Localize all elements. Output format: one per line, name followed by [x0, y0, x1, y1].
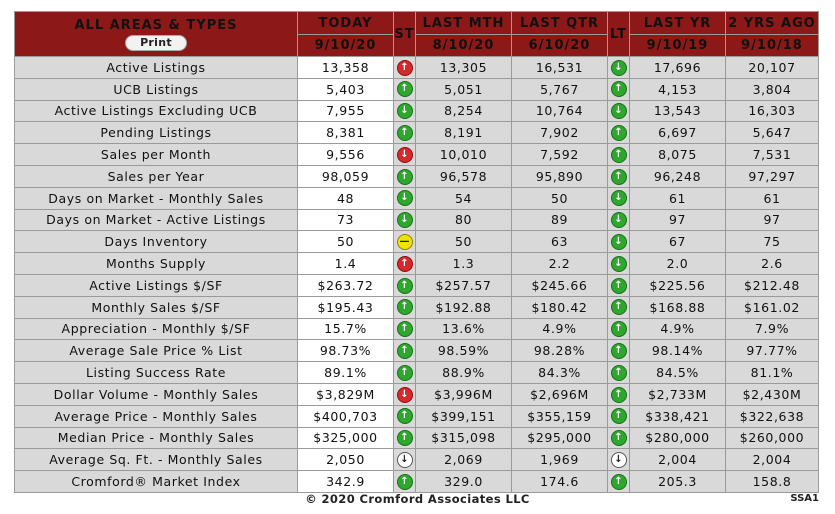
value-today: 73	[298, 209, 394, 231]
table-row	[15, 340, 819, 362]
value-last-qtr: $2,696M	[512, 383, 608, 405]
table-row	[15, 209, 819, 231]
value-last-yr: 2,004	[630, 449, 726, 471]
metric-label: Monthly Sales $/SF	[15, 296, 298, 318]
metric-label: Active Listings Excluding UCB	[15, 100, 298, 122]
date-last-qtr: 6/10/20	[512, 35, 608, 57]
long-term-trend	[608, 427, 630, 449]
metric-label: Average Sq. Ft. - Monthly Sales	[15, 449, 298, 471]
arrow-up-green-icon: ↑	[611, 81, 627, 97]
value-today: 50	[298, 231, 394, 253]
arrow-up-green-icon: ↑	[611, 343, 627, 359]
table-row	[15, 78, 819, 100]
value-2yrs: 97,297	[726, 165, 819, 187]
value-last-mth: 88.9%	[416, 362, 512, 384]
arrow-up-green-icon: ↑	[611, 169, 627, 185]
date-2yrs: 9/10/18	[726, 35, 819, 57]
short-term-trend	[394, 122, 416, 144]
value-today: 2,050	[298, 449, 394, 471]
value-last-yr: 67	[630, 231, 726, 253]
long-term-trend	[608, 100, 630, 122]
arrow-up-green-icon: ↑	[611, 430, 627, 446]
value-last-qtr: 1,969	[512, 449, 608, 471]
table-row	[15, 100, 819, 122]
short-term-trend	[394, 383, 416, 405]
arrow-up-green-icon: ↑	[611, 474, 627, 490]
value-last-mth: 98.59%	[416, 340, 512, 362]
value-last-qtr: 84.3%	[512, 362, 608, 384]
arrow-up-green-icon: ↑	[397, 169, 413, 185]
value-2yrs: 7.9%	[726, 318, 819, 340]
print-button[interactable]: Print	[125, 35, 187, 51]
value-today: 89.1%	[298, 362, 394, 384]
arrow-up-green-icon: ↑	[611, 321, 627, 337]
short-term-trend	[394, 100, 416, 122]
value-last-mth: 96,578	[416, 165, 512, 187]
value-today: 7,955	[298, 100, 394, 122]
value-today: 8,381	[298, 122, 394, 144]
value-today: 5,403	[298, 78, 394, 100]
long-term-trend	[608, 57, 630, 79]
metric-label: Days on Market - Monthly Sales	[15, 187, 298, 209]
value-last-qtr: 7,592	[512, 144, 608, 166]
long-term-trend	[608, 78, 630, 100]
arrow-down-red-icon: ↓	[397, 147, 413, 163]
value-last-yr: $168.88	[630, 296, 726, 318]
value-2yrs: $2,430M	[726, 383, 819, 405]
table-row	[15, 144, 819, 166]
value-today: $195.43	[298, 296, 394, 318]
value-2yrs: 97	[726, 209, 819, 231]
value-today: $400,703	[298, 405, 394, 427]
arrow-down-green-icon: ↓	[397, 103, 413, 119]
col-last-yr: LAST YR	[630, 12, 726, 35]
col-last-qtr: LAST QTR	[512, 12, 608, 35]
arrow-down-green-icon: ↓	[611, 234, 627, 250]
long-term-trend	[608, 253, 630, 275]
metric-label: Appreciation - Monthly $/SF	[15, 318, 298, 340]
arrow-up-green-icon: ↑	[397, 81, 413, 97]
table-row	[15, 165, 819, 187]
value-last-yr: 97	[630, 209, 726, 231]
report-code: SSA1	[790, 493, 819, 504]
value-2yrs: $161.02	[726, 296, 819, 318]
value-today: 13,358	[298, 57, 394, 79]
arrow-up-green-icon: ↑	[397, 365, 413, 381]
value-last-qtr: 2.2	[512, 253, 608, 275]
short-term-trend	[394, 253, 416, 275]
value-last-yr: 13,543	[630, 100, 726, 122]
value-last-qtr: 16,531	[512, 57, 608, 79]
table-row	[15, 187, 819, 209]
value-today: 98,059	[298, 165, 394, 187]
arrow-up-green-icon: ↑	[397, 408, 413, 424]
metric-label: Cromford® Market Index	[15, 471, 298, 493]
arrow-down-green-icon: ↓	[611, 190, 627, 206]
metric-label: Days Inventory	[15, 231, 298, 253]
value-last-qtr: 63	[512, 231, 608, 253]
short-term-trend	[394, 318, 416, 340]
table-row	[15, 122, 819, 144]
value-2yrs: 5,647	[726, 122, 819, 144]
table-row	[15, 362, 819, 384]
value-last-mth: 1.3	[416, 253, 512, 275]
table-row	[15, 274, 819, 296]
arrow-down-white-icon: ↓	[397, 452, 413, 468]
value-2yrs: 158.8	[726, 471, 819, 493]
value-last-mth: 8,254	[416, 100, 512, 122]
value-last-mth: 10,010	[416, 144, 512, 166]
value-2yrs: $212.48	[726, 274, 819, 296]
value-today: 48	[298, 187, 394, 209]
arrow-up-green-icon: ↑	[611, 365, 627, 381]
short-term-trend	[394, 144, 416, 166]
arrow-up-green-icon: ↑	[611, 147, 627, 163]
table-row	[15, 296, 819, 318]
flat-yellow-icon: —	[397, 234, 413, 250]
short-term-trend	[394, 471, 416, 493]
value-last-yr: 4.9%	[630, 318, 726, 340]
long-term-trend	[608, 405, 630, 427]
area-title: ALL AREAS & TYPES	[74, 17, 238, 33]
date-last-mth: 8/10/20	[416, 35, 512, 57]
value-last-qtr: 95,890	[512, 165, 608, 187]
value-last-yr: $2,733M	[630, 383, 726, 405]
value-last-mth: $192.88	[416, 296, 512, 318]
value-today: 342.9	[298, 471, 394, 493]
value-2yrs: $322,638	[726, 405, 819, 427]
metric-label: Days on Market - Active Listings	[15, 209, 298, 231]
long-term-trend	[608, 122, 630, 144]
value-last-mth: 13.6%	[416, 318, 512, 340]
value-last-qtr: 89	[512, 209, 608, 231]
metric-label: UCB Listings	[15, 78, 298, 100]
value-last-qtr: 98.28%	[512, 340, 608, 362]
value-last-mth: $399,151	[416, 405, 512, 427]
value-last-qtr: 50	[512, 187, 608, 209]
metric-label: Listing Success Rate	[15, 362, 298, 384]
value-last-yr: 84.5%	[630, 362, 726, 384]
value-last-mth: 54	[416, 187, 512, 209]
table-row	[15, 427, 819, 449]
value-last-qtr: $245.66	[512, 274, 608, 296]
short-term-trend	[394, 209, 416, 231]
value-last-yr: 17,696	[630, 57, 726, 79]
metric-label: Sales per Year	[15, 165, 298, 187]
short-term-trend	[394, 427, 416, 449]
value-last-qtr: 7,902	[512, 122, 608, 144]
short-term-trend	[394, 449, 416, 471]
arrow-up-red-icon: ↑	[397, 60, 413, 76]
value-2yrs: 20,107	[726, 57, 819, 79]
area-header	[15, 12, 298, 57]
arrow-down-green-icon: ↓	[611, 60, 627, 76]
value-last-mth: 2,069	[416, 449, 512, 471]
value-2yrs: 97.77%	[726, 340, 819, 362]
arrow-down-green-icon: ↓	[611, 103, 627, 119]
long-term-trend	[608, 231, 630, 253]
date-last-yr: 9/10/19	[630, 35, 726, 57]
short-term-trend	[394, 296, 416, 318]
long-term-trend	[608, 187, 630, 209]
long-term-trend	[608, 340, 630, 362]
value-last-mth: 13,305	[416, 57, 512, 79]
arrow-up-green-icon: ↑	[397, 343, 413, 359]
value-2yrs: 2,004	[726, 449, 819, 471]
short-term-trend	[394, 362, 416, 384]
arrow-up-red-icon: ↑	[397, 256, 413, 272]
long-term-trend	[608, 144, 630, 166]
long-term-trend	[608, 296, 630, 318]
value-last-yr: 4,153	[630, 78, 726, 100]
value-last-yr: 205.3	[630, 471, 726, 493]
value-last-mth: 8,191	[416, 122, 512, 144]
short-term-trend	[394, 165, 416, 187]
metric-label: Active Listings	[15, 57, 298, 79]
arrow-down-white-icon: ↓	[611, 452, 627, 468]
col-st: ST	[394, 12, 416, 57]
value-today: 15.7%	[298, 318, 394, 340]
long-term-trend	[608, 318, 630, 340]
value-last-qtr: 174.6	[512, 471, 608, 493]
long-term-trend	[608, 471, 630, 493]
long-term-trend	[608, 449, 630, 471]
arrow-down-red-icon: ↓	[397, 387, 413, 403]
value-last-yr: 2.0	[630, 253, 726, 275]
short-term-trend	[394, 405, 416, 427]
short-term-trend	[394, 274, 416, 296]
metric-label: Pending Listings	[15, 122, 298, 144]
arrow-up-green-icon: ↑	[611, 408, 627, 424]
arrow-up-green-icon: ↑	[397, 125, 413, 141]
value-today: $325,000	[298, 427, 394, 449]
short-term-trend	[394, 57, 416, 79]
date-today: 9/10/20	[298, 35, 394, 57]
long-term-trend	[608, 209, 630, 231]
table-row	[15, 405, 819, 427]
arrow-down-green-icon: ↓	[611, 256, 627, 272]
col-2yrs: 2 YRS AGO	[726, 12, 819, 35]
value-last-qtr: 4.9%	[512, 318, 608, 340]
value-last-qtr: $355,159	[512, 405, 608, 427]
value-today: $263.72	[298, 274, 394, 296]
long-term-trend	[608, 383, 630, 405]
value-last-yr: 61	[630, 187, 726, 209]
table-row	[15, 449, 819, 471]
value-last-mth: 80	[416, 209, 512, 231]
metric-label: Sales per Month	[15, 144, 298, 166]
value-last-qtr: $180.42	[512, 296, 608, 318]
value-last-qtr: 5,767	[512, 78, 608, 100]
arrow-up-green-icon: ↑	[397, 430, 413, 446]
value-last-yr: 98.14%	[630, 340, 726, 362]
metric-label: Dollar Volume - Monthly Sales	[15, 383, 298, 405]
arrow-up-green-icon: ↑	[611, 299, 627, 315]
value-last-yr: 6,697	[630, 122, 726, 144]
arrow-up-green-icon: ↑	[397, 278, 413, 294]
col-lt: LT	[608, 12, 630, 57]
col-today: TODAY	[298, 12, 394, 35]
table-row	[15, 383, 819, 405]
value-last-qtr: 10,764	[512, 100, 608, 122]
value-last-yr: $225.56	[630, 274, 726, 296]
arrow-down-green-icon: ↓	[611, 212, 627, 228]
value-last-yr: 96,248	[630, 165, 726, 187]
stats-body	[15, 57, 819, 493]
arrow-down-green-icon: ↓	[397, 212, 413, 228]
metric-label: Months Supply	[15, 253, 298, 275]
value-2yrs: 7,531	[726, 144, 819, 166]
arrow-down-green-icon: ↓	[397, 190, 413, 206]
long-term-trend	[608, 274, 630, 296]
long-term-trend	[608, 362, 630, 384]
value-2yrs: 16,303	[726, 100, 819, 122]
value-today: 98.73%	[298, 340, 394, 362]
table-row	[15, 57, 819, 79]
value-last-mth: 50	[416, 231, 512, 253]
metric-label: Average Sale Price % List	[15, 340, 298, 362]
value-last-mth: $3,996M	[416, 383, 512, 405]
value-last-mth: 5,051	[416, 78, 512, 100]
arrow-up-green-icon: ↑	[611, 125, 627, 141]
value-last-mth: $257.57	[416, 274, 512, 296]
arrow-up-green-icon: ↑	[397, 299, 413, 315]
copyright: © 2020 Cromford Associates LLC	[305, 492, 530, 506]
metric-label: Median Price - Monthly Sales	[15, 427, 298, 449]
table-row	[15, 318, 819, 340]
arrow-up-green-icon: ↑	[611, 278, 627, 294]
table-row	[15, 231, 819, 253]
short-term-trend	[394, 78, 416, 100]
value-today: 1.4	[298, 253, 394, 275]
value-last-mth: 329.0	[416, 471, 512, 493]
value-last-yr: $338,421	[630, 405, 726, 427]
long-term-trend	[608, 165, 630, 187]
value-last-qtr: $295,000	[512, 427, 608, 449]
col-last-mth: LAST MTH	[416, 12, 512, 35]
arrow-up-green-icon: ↑	[397, 321, 413, 337]
table-row	[15, 471, 819, 493]
value-2yrs: 61	[726, 187, 819, 209]
value-2yrs: 2.6	[726, 253, 819, 275]
market-stats-table	[14, 11, 819, 493]
value-today: $3,829M	[298, 383, 394, 405]
arrow-up-green-icon: ↑	[397, 474, 413, 490]
value-2yrs: 3,804	[726, 78, 819, 100]
arrow-up-green-icon: ↑	[611, 387, 627, 403]
value-last-yr: $280,000	[630, 427, 726, 449]
short-term-trend	[394, 340, 416, 362]
metric-label: Active Listings $/SF	[15, 274, 298, 296]
short-term-trend	[394, 187, 416, 209]
value-today: 9,556	[298, 144, 394, 166]
value-last-yr: 8,075	[630, 144, 726, 166]
table-row	[15, 253, 819, 275]
value-last-mth: $315,098	[416, 427, 512, 449]
short-term-trend	[394, 231, 416, 253]
value-2yrs: $260,000	[726, 427, 819, 449]
value-2yrs: 81.1%	[726, 362, 819, 384]
value-2yrs: 75	[726, 231, 819, 253]
metric-label: Average Price - Monthly Sales	[15, 405, 298, 427]
